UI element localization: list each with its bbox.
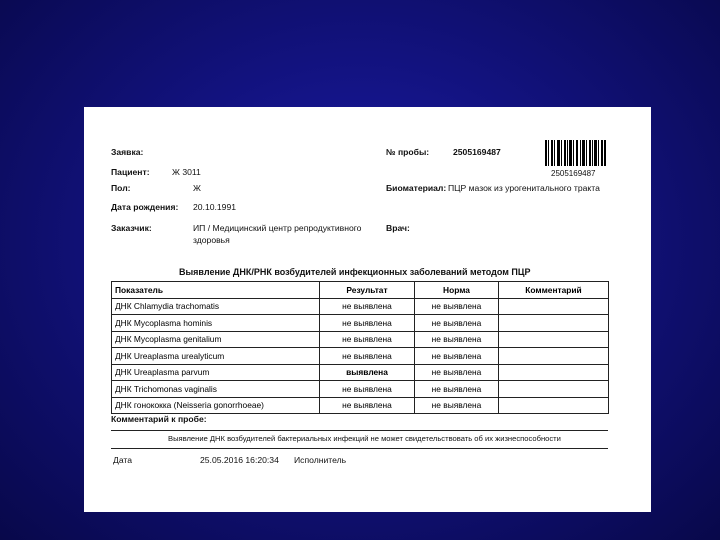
cell-comment: [499, 315, 609, 332]
cell-result: выявлена: [320, 364, 415, 381]
cell-norm: не выявлена: [415, 331, 499, 348]
cell-norm: не выявлена: [415, 315, 499, 332]
table-row: [112, 298, 609, 315]
biomaterial-value: ПЦР мазок из урогенитального тракта: [448, 183, 600, 193]
cell-result: не выявлена: [320, 298, 415, 315]
date-label: Дата: [113, 455, 133, 465]
barcode-number: 2505169487: [551, 169, 596, 178]
cell-comment: [499, 331, 609, 348]
table-row: [112, 331, 609, 348]
cell-comment: [499, 298, 609, 315]
header-indicator: Показатель: [112, 282, 320, 299]
header-comment: Комментарий: [499, 282, 609, 299]
patient-label: Пациент:: [111, 167, 150, 177]
cell-result: не выявлена: [320, 315, 415, 332]
cell-norm: не выявлена: [415, 364, 499, 381]
cell-comment: [499, 364, 609, 381]
table-title: Выявление ДНК/РНК возбудителей инфекционных заболеваний методом ПЦР: [179, 267, 531, 277]
results-table: [111, 281, 609, 414]
table-row: [112, 381, 609, 398]
cell-result: не выявлена: [320, 331, 415, 348]
request-label: Заявка:: [111, 147, 144, 157]
cell-indicator: ДНК гонококка (Neisseria gonorrhoeae): [112, 397, 320, 414]
cell-indicator: ДНК Ureaplasma parvum: [112, 364, 320, 381]
cell-comment: [499, 381, 609, 398]
cell-indicator: ДНК Chlamydia trachomatis: [112, 298, 320, 315]
date-value: 25.05.2016 16:20:34: [200, 455, 279, 465]
dob-label: Дата рождения:: [111, 202, 179, 212]
cell-result: не выявлена: [320, 397, 415, 414]
cell-result: не выявлена: [320, 348, 415, 365]
comment-label: Комментарий к пробе:: [111, 414, 207, 424]
cell-norm: не выявлена: [415, 298, 499, 315]
executor-label: Исполнитель: [294, 455, 347, 465]
cell-norm: не выявлена: [415, 348, 499, 365]
sex-label: Пол:: [111, 183, 131, 193]
barcode-image: [545, 140, 607, 166]
comment-bottom-line: [111, 448, 608, 449]
cell-result: не выявлена: [320, 381, 415, 398]
dob-value: 20.10.1991: [193, 202, 237, 212]
lab-result-document: [84, 107, 651, 512]
cell-indicator: ДНК Mycoplasma hominis: [112, 315, 320, 332]
table-row: [112, 348, 609, 365]
cell-comment: [499, 397, 609, 414]
comment-text: Выявление ДНК возбудителей бактериальных инфекций не может свидетельствовать об их жизнеспособности: [168, 434, 561, 443]
patient-value: Ж 3011: [172, 167, 201, 177]
doctor-label: Врач:: [386, 223, 410, 233]
table-row: [112, 315, 609, 332]
header-result: Результат: [320, 282, 415, 299]
cell-indicator: ДНК Ureaplasma urealyticum: [112, 348, 320, 365]
header-norm: Норма: [415, 282, 499, 299]
cell-indicator: ДНК Mycoplasma genitalium: [112, 331, 320, 348]
cell-comment: [499, 348, 609, 365]
table-row: [112, 364, 609, 381]
table-header-row: [112, 282, 609, 299]
table-row: [112, 397, 609, 414]
sex-value: Ж: [193, 183, 201, 193]
customer-value-line1: ИП / Медицинский центр репродуктивного: [193, 223, 362, 233]
cell-norm: не выявлена: [415, 397, 499, 414]
sample-number-value: 2505169487: [453, 147, 501, 157]
biomaterial-label: Биоматериал:: [386, 183, 447, 193]
comment-top-line: [111, 430, 608, 431]
sample-number-label: № пробы:: [386, 147, 430, 157]
customer-value-line2: здоровья: [193, 235, 230, 245]
cell-norm: не выявлена: [415, 381, 499, 398]
customer-label: Заказчик:: [111, 223, 152, 233]
cell-indicator: ДНК Trichomonas vaginalis: [112, 381, 320, 398]
